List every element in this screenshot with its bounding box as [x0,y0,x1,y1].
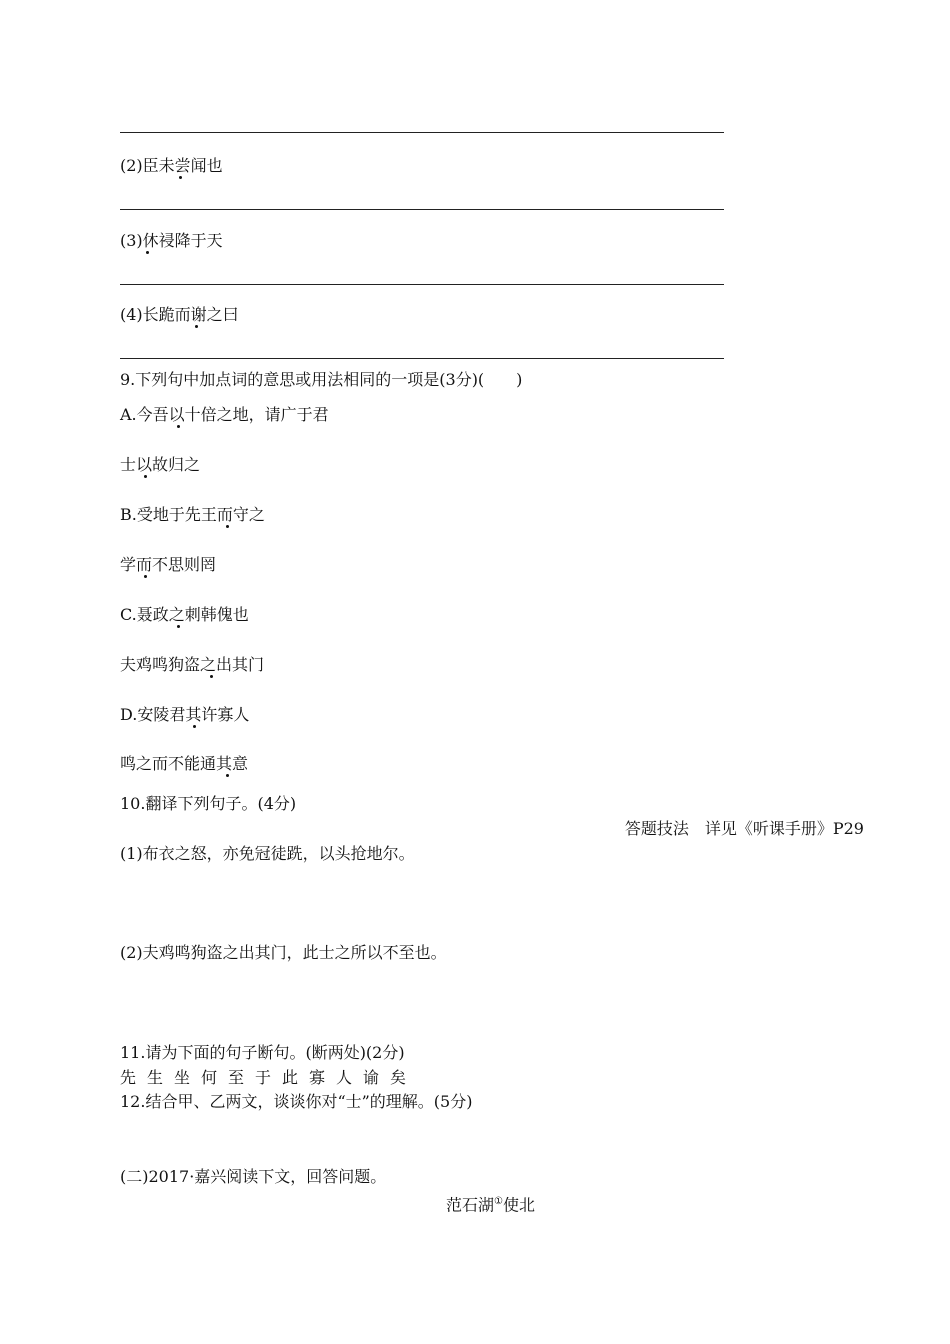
q9-option-c-compare: 夫鸡鸣狗盗之出其门 [120,655,265,674]
passage-title-tail: 使北 [502,1195,535,1215]
answer-line [120,209,724,210]
emphasis-dot [193,725,196,728]
q8-item-4: (4)长跪而谢之曰 [120,305,239,324]
q8-item-3: (3)休祲降于天 [120,231,223,250]
passage-title [446,1192,535,1215]
emphasis-dot [146,251,149,254]
q10-stem: 10.翻译下列句子。(4分) [120,794,297,813]
emphasis-dot [210,675,213,678]
emphasis-dot [144,575,147,578]
answer-line [120,284,724,285]
q10-tip: 答题技法 详见《听课手册》P29 [624,819,864,838]
answer-line [120,358,724,359]
emphasis-dot [177,425,180,428]
q10-sentence-1: (1)布衣之怒，亦免冠徒跣，以头抢地尔。 [120,844,415,863]
q9-stem: 9.下列句中加点词的意思或用法相同的一项是(3分)( ) [120,370,523,389]
q9-option-d: D.安陵君其许寡人 [120,705,250,724]
q9-option-b-compare: 学而不思则罔 [120,555,217,574]
emphasis-dot [177,625,180,628]
q9-option-a-compare: 士以故归之 [120,455,201,474]
q9-option-a: A.今吾以十倍之地，请广于君 [120,405,329,424]
emphasis-dot [179,176,182,179]
q11-sentence: 先生坐何至于此寡人谕矣 [120,1068,418,1087]
emphasis-dot [226,525,229,528]
q11-stem: 11.请为下面的句子断句。(断两处)(2分) [120,1043,405,1062]
q10-sentence-2: (2)夫鸡鸣狗盗之出其门，此士之所以不至也。 [120,943,447,962]
part2-intro: (二)2017·嘉兴阅读下文，回答问题。 [120,1167,387,1186]
emphasis-dot [144,475,147,478]
emphasis-dot [195,325,198,328]
emphasis-dot [226,774,229,777]
q9-option-d-compare: 鸣之而不能通其意 [120,754,249,773]
q9-option-b: B.受地于先王而守之 [120,505,265,524]
passage-title-text: 范石湖 [446,1195,495,1215]
q12-stem: 12.结合甲、乙两文，谈谈你对“士”的理解。(5分) [120,1092,473,1111]
q9-option-c: C.聂政之刺韩傀也 [120,605,249,624]
footnote-mark: ① [494,1196,503,1207]
q8-item-2: (2)臣未尝闻也 [120,156,223,175]
answer-line [120,132,724,133]
